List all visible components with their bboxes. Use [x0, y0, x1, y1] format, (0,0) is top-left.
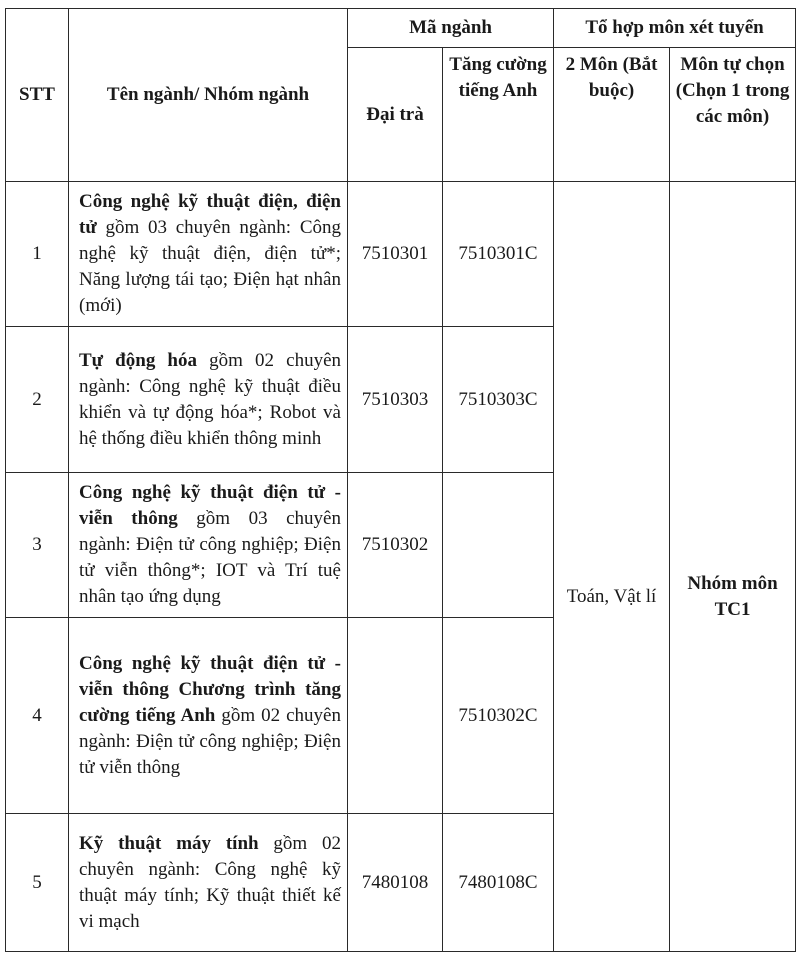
row-stt: 5 [6, 814, 69, 952]
header-code-group: Mã ngành [348, 9, 554, 48]
row-name-rest: gồm 03 chuyên ngành: Điện tử công nghiệp; Điện tử viễn thông*; IOT và Trí tuệ nhân tạo ứng dụng [79, 508, 341, 607]
header-stt: STT [6, 9, 69, 182]
row-code-english: 7480108C [443, 814, 554, 952]
row-code-standard: 7510302 [348, 473, 443, 618]
row-name-bold: Tự động hóa [79, 349, 198, 371]
row-stt: 3 [6, 473, 69, 618]
row-name-bold: Kỹ thuật máy tính [79, 832, 259, 854]
combo-elective: Nhóm môn TC1 [670, 182, 796, 952]
row-code-standard [348, 618, 443, 814]
row-code-english [443, 473, 554, 618]
header-name: Tên ngành/ Nhóm ngành [69, 9, 348, 182]
header-code-standard: Đại trà [348, 48, 443, 182]
row-name-bold: Công nghệ kỹ thuật điện tử - viễn thông Chương trình tăng cường tiếng Anh [79, 652, 341, 726]
row-name-rest: gồm 02 chuyên ngành: Công nghệ kỹ thuật máy tính; Kỹ thuật thiết kế vi mạch [79, 832, 342, 932]
header-row-top [6, 9, 796, 48]
row-name [69, 327, 348, 473]
header-combo-elective: Môn tự chọn (Chọn 1 trong các môn) [670, 48, 796, 182]
row-code-standard: 7510303 [348, 327, 443, 473]
row-stt: 1 [6, 182, 69, 327]
row-name-rest: gồm 02 chuyên ngành: Công nghệ kỹ thuật điều khiển và tự động hóa*; Robot và hệ thống điều khiển thông minh [79, 349, 341, 449]
table-row [6, 182, 796, 327]
header-code-english: Tăng cường tiếng Anh [443, 48, 554, 182]
combo-required: Toán, Vật lí [554, 182, 670, 952]
row-name [69, 473, 348, 618]
row-code-standard: 7480108 [348, 814, 443, 952]
row-code-standard: 7510301 [348, 182, 443, 327]
row-name [69, 814, 348, 952]
row-name-bold: Công nghệ kỹ thuật điện, điện tử [79, 191, 341, 238]
row-name-rest: gồm 02 chuyên ngành: Điện tử công nghiệp; Điện tử viễn thông [79, 704, 341, 778]
row-name-bold: Công nghệ kỹ thuật điện tử - viễn thông [79, 482, 341, 529]
row-code-english: 7510302C [443, 618, 554, 814]
header-combo-required: 2 Môn (Bắt buộc) [554, 48, 670, 182]
row-name [69, 618, 348, 814]
row-code-english: 7510301C [443, 182, 554, 327]
row-stt: 4 [6, 618, 69, 814]
row-name-rest: gồm 03 chuyên ngành: Công nghệ kỹ thuật điện, điện tử*; Năng lượng tái tạo; Điện hạt nhân (mới) [79, 217, 341, 316]
header-combo-group: Tổ hợp môn xét tuyển [554, 9, 796, 48]
row-code-english: 7510303C [443, 327, 554, 473]
row-stt: 2 [6, 327, 69, 473]
admission-table [5, 8, 796, 952]
row-name [69, 182, 348, 327]
